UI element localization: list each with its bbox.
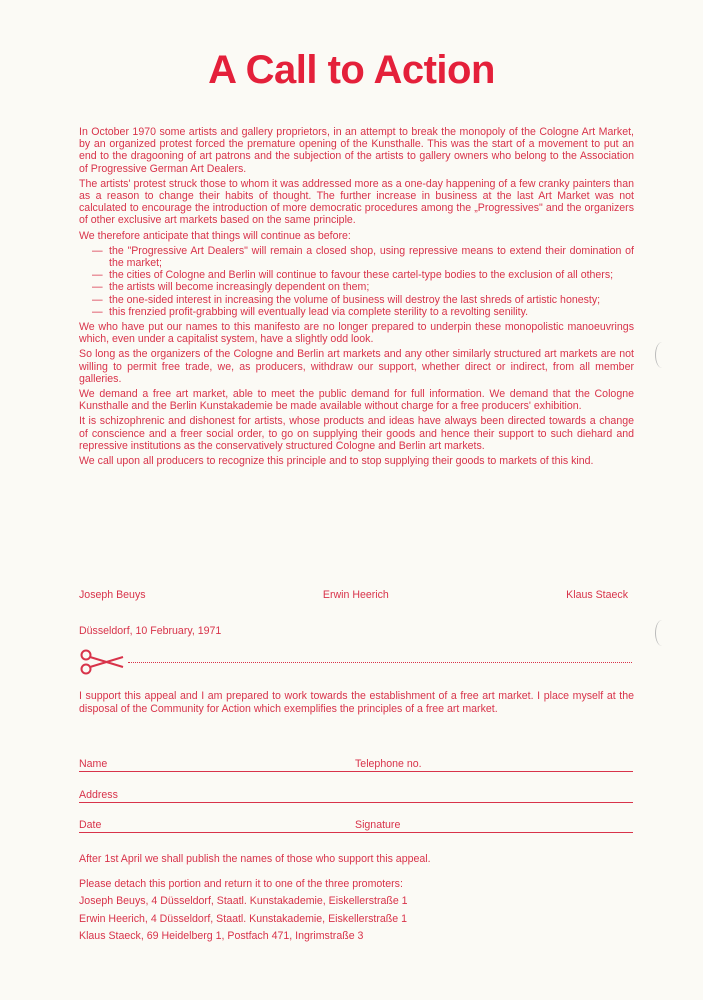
- punch-hole: [655, 342, 669, 368]
- cut-line: [128, 662, 632, 663]
- closing-paragraph-1: We who have put our names to this manifesto are no longer prepared to underpin these monopolistic manoeuvrings which, even under a capitalist system, have a slightly odd look.: [79, 321, 634, 346]
- intro-paragraph-1: In October 1970 some artists and gallery proprietors, in an attempt to break the monopoly of the Cologne Art Market, by an organized protest forced the premature opening of the Kunsthalle. This was the start of a movement to put an end to the dragooning of art patrons and the subjection of the artists to gallery owners who belong to the Association of Progressive German Art Dealers.: [79, 126, 634, 175]
- address-label: Address: [79, 789, 118, 801]
- support-statement: I support this appeal and I am prepared to work towards the establishment of a free art market. I place myself at the disposal of the Community for Action which exemplifies the principles of a free art market.: [79, 690, 634, 716]
- publication-note: After 1st April we shall publish the names of those who support this appeal.: [79, 853, 431, 865]
- list-item: — this frenzied profit-grabbing will eventually lead via complete sterility to a revolting senility.: [79, 306, 634, 318]
- closing-paragraph-2: So long as the organizers of the Cologne and Berlin art markets and any other similarly structured art markets are not willing to permit free trade, we, as producers, withdraw our support, whether direct or indirect, from all member galleries.: [79, 348, 634, 385]
- date-label: Date: [79, 819, 102, 831]
- signatory-name: Erwin Heerich: [322, 589, 389, 601]
- anticipation-list: [79, 245, 634, 318]
- closing-paragraph-5: We call upon all producers to recognize this principle and to stop supplying their goods to markets of this kind.: [79, 455, 594, 468]
- list-item: — the one-sided interest in increasing the volume of business will destroy the last shreds of artistic honesty;: [79, 294, 634, 306]
- intro-paragraph-3: We therefore anticipate that things will continue as before:: [79, 229, 351, 242]
- address-line: Klaus Staeck, 69 Heidelberg 1, Postfach 471, Ingrimstraße 3: [79, 930, 364, 943]
- intro-paragraph-2: The artists' protest struck those to whom it was addressed more as a one-day happening of a few cranky painters than as a reason to change their habits of thought. The further increase in business at the last Art Market was not calculated to encourage the introduction of more democratic procedures among the „Progressives" and the organizers of other exclusive art markets based on the same principle.: [79, 177, 634, 227]
- list-item: — the "Progressive Art Dealers" will remain a closed shop, using repressive means to extend their domination of the market;: [79, 245, 634, 269]
- detach-note: Please detach this portion and return it to one of the three promoters:: [79, 878, 403, 890]
- signatory-name: Klaus Staeck: [566, 589, 628, 601]
- telephone-label: Telephone no.: [355, 758, 422, 770]
- return-instructions: [79, 876, 408, 946]
- closing-paragraph-3: We demand a free art market, able to meet the public demand for full information. We demand that the Cologne Kunsthalle and the Berlin Kunstakademie be made available without charge for a free producers' exhibition.: [79, 388, 634, 413]
- address-row[interactable]: [79, 789, 633, 803]
- name-label: Name: [79, 758, 108, 770]
- page-title: A Call to Action: [208, 48, 495, 92]
- address-line: Joseph Beuys, 4 Düsseldorf, Staatl. Kunstakademie, Eiskellerstraße 1: [79, 895, 408, 908]
- name-telephone-row[interactable]: [79, 758, 633, 772]
- closing-paragraph-4: It is schizophrenic and dishonest for artists, whose products and ideas have always been directed towards a change of conscience and a freer social order, to go on supplying their goods and hence their support to such diehard and repressive institutions as the conservatively structured Cologne and Berlin art markets.: [79, 415, 634, 452]
- punch-hole: [655, 620, 669, 646]
- list-item: — the cities of Cologne and Berlin will continue to favour these cartel-type bodies to the exclusion of all others;: [79, 269, 634, 281]
- scissors-icon: [79, 648, 125, 676]
- signatories: [79, 589, 628, 601]
- signature-label: Signature: [355, 819, 401, 831]
- place-date: Düsseldorf, 10 February, 1971: [79, 625, 222, 637]
- list-item: — the artists will become increasingly dependent on them;: [79, 281, 634, 293]
- address-line: Erwin Heerich, 4 Düsseldorf, Staatl. Kunstakademie, Eiskellerstraße 1: [79, 912, 407, 925]
- manifesto-body: [79, 126, 634, 470]
- signatory-name: Joseph Beuys: [79, 589, 146, 601]
- date-signature-row[interactable]: [79, 819, 633, 833]
